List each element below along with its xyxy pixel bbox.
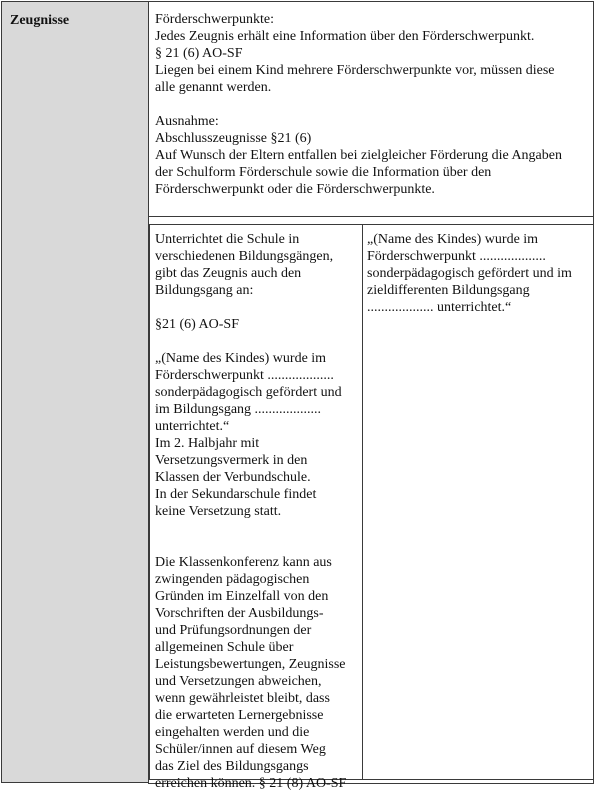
- row-label-cell: [1, 1, 149, 783]
- bildungsgaenge-cell: [149, 224, 363, 791]
- foerderschwerpunkte-text: Förderschwerpunkte: Jedes Zeugnis erhält eine Information über den Förderschwerpunkt. § 21 (6) AO-SF Liegen bei einem Kind mehrere Förderschwerpunkte vor, müssen diese alle genannt werden. Ausnahme: Abschlusszeugnisse §21 (6) Auf Wunsch der Eltern entfallen bei zielgleicher Förderung die Angaben der Schulform Förderschule sowie die Information über den Förderschwerpunkt oder die Förderschwerpunkte.: [155, 12, 562, 197]
- zieldifferent-text: „(Name des Kindes) wurde im Förderschwerpunkt ................... sonderpädagogisch gefördert und im zieldifferenten Bildungsgang ................... unterrichtet.“: [367, 232, 572, 315]
- foerderschwerpunkte-cell: [148, 1, 594, 217]
- bildungsgaenge-text: Unterrichtet die Schule in verschiedenen Bildungsgängen, gibt das Zeugnis auch den Bildungsgang an: §21 (6) AO-SF „(Name des Kindes) wurde im Förderschwerpunkt ................... sonderpädagogisch gefördert und im Bildungsgang ................... unterrichtet.“ Im 2. Halbjahr mit Versetzungsvermerk in den Klassen der Verbundschule. In der Sekundarschule findet keine Versetzung statt. Die Klassenkonferenz kann aus zwingenden pädagogischen Gründen im Einzelfall von den Vorschriften der Ausbildungs- und Prüfungsordnungen der allgemeinen Schule über Leistungsbewertungen, Zeugnisse und Versetzungen abweichen, wenn gewährleistet bleibt, dass die erwarteten Lernergebnisse eingehalten werden und die Schüler/innen auf diesem Weg das Ziel des Bildungsgangs erreichen können. § 21 (8) AO-SF: [155, 232, 347, 791]
- row-label: Zeugnisse: [10, 13, 70, 28]
- zieldifferent-cell: [362, 224, 594, 780]
